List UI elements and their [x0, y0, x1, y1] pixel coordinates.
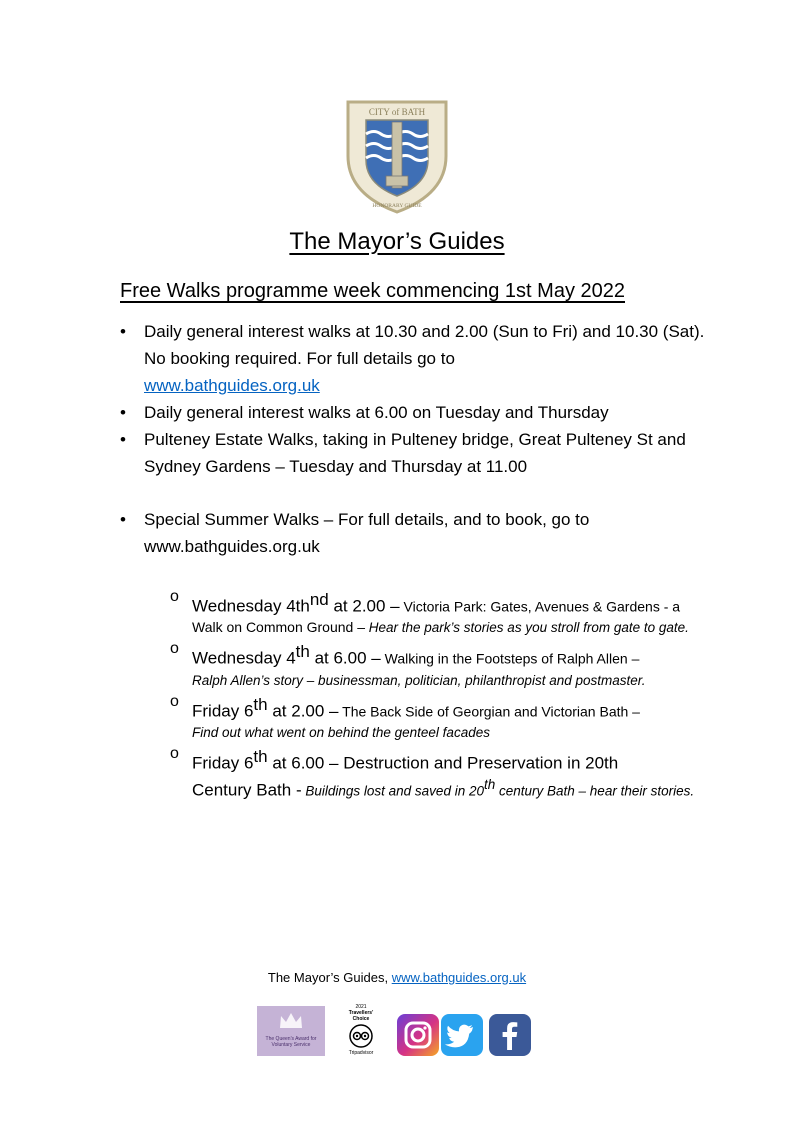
page-title: The Mayor’s Guides	[289, 228, 505, 255]
crown-icon	[279, 1012, 303, 1030]
walk-title: Victoria Park: Gates, Avenues & Gardens - a Walk on Common Ground –	[192, 598, 681, 636]
bullet-daily-walks	[120, 318, 710, 399]
queens-award-logo	[257, 1006, 325, 1056]
bathguides-link[interactable]: www.bathguides.org.uk	[144, 376, 320, 395]
walk-day-sup: th	[295, 642, 310, 662]
tripadvisor-badge	[341, 1004, 381, 1060]
instagram-icon[interactable]	[397, 1014, 439, 1056]
bullet-evening-walks: • Daily general interest walks at 6.00 on Tuesday and Thursday	[120, 399, 710, 426]
walk-time: at 6.00 – Destruction and Preservation in 20th	[267, 753, 619, 773]
facebook-icon[interactable]	[489, 1014, 531, 1056]
city-of-bath-crest	[342, 98, 452, 214]
tripadvisor-brand: Tripadvisor	[348, 1050, 374, 1056]
award-caption: The Queen's Award for Voluntary Service	[265, 1036, 317, 1048]
walk-desc: Find out what went on behind the genteel facades	[192, 724, 490, 740]
walk-desc: Buildings lost and saved in 20	[301, 783, 484, 799]
page-subtitle: Free Walks programme week commencing 1st May 2022	[120, 280, 625, 302]
walk-time: at 6.00 –	[309, 648, 381, 668]
walk-title: Century Bath -	[192, 780, 302, 800]
walk-item	[170, 640, 700, 689]
walk-day-sup: th	[253, 746, 268, 766]
walk-title: Walking in the Footsteps of Ralph Allen –	[380, 650, 640, 667]
tripadvisor-title: Travellers' Choice	[348, 1010, 374, 1022]
walk-day-sup: th	[253, 694, 268, 714]
walk-day: Friday 6	[192, 753, 254, 773]
walk-desc: Hear the park’s stories as you stroll from gate to gate.	[365, 620, 689, 636]
walks-bullet-list	[120, 318, 710, 560]
walk-item	[170, 588, 700, 637]
bullet-summer-walks: • Special Summer Walks – For full details, and to book, go to www.bathguides.org.uk	[120, 506, 710, 560]
footer	[0, 970, 794, 985]
walk-day: Wednesday 4th	[192, 596, 310, 616]
twitter-icon[interactable]	[441, 1014, 483, 1056]
crest-side-text: HONORARY GUIDE	[372, 203, 422, 209]
walk-item	[170, 745, 700, 803]
walk-desc: century Bath – hear their stories.	[495, 783, 695, 799]
bullet-1-text: Daily general interest walks at 10.30 and 2.00 (Sun to Fri) and 10.30 (Sat). No booking required. For full details go to	[144, 322, 705, 368]
crest-top-text: CITY of BATH	[368, 107, 426, 117]
tripadvisor-year: 2021	[355, 1004, 367, 1010]
walk-title: The Back Side of Georgian and Victorian Bath –	[338, 702, 640, 719]
walk-day-sup: nd	[309, 590, 329, 609]
footer-prefix: The Mayor’s Guides,	[267, 970, 392, 985]
logo-strip	[257, 1004, 537, 1060]
walk-day: Wednesday 4	[192, 648, 296, 668]
walk-desc: Ralph Allen’s story – businessman, politician, philanthropist and postmaster.	[192, 672, 646, 688]
walk-day: Friday 6	[192, 700, 254, 720]
walk-time: at 2.00 –	[328, 596, 400, 616]
walk-item	[170, 693, 700, 742]
walk-desc-sup: th	[483, 777, 496, 793]
bullet-pulteney-walks: • Pulteney Estate Walks, taking in Pulteney bridge, Great Pulteney St and Sydney Gardens – Tuesday and Thursday at 11.00	[120, 426, 710, 480]
summer-walks-list	[170, 588, 700, 806]
tripadvisor-owl-icon	[349, 1024, 373, 1048]
walk-time: at 2.00 –	[267, 700, 339, 720]
footer-link[interactable]: www.bathguides.org.uk	[391, 970, 527, 985]
